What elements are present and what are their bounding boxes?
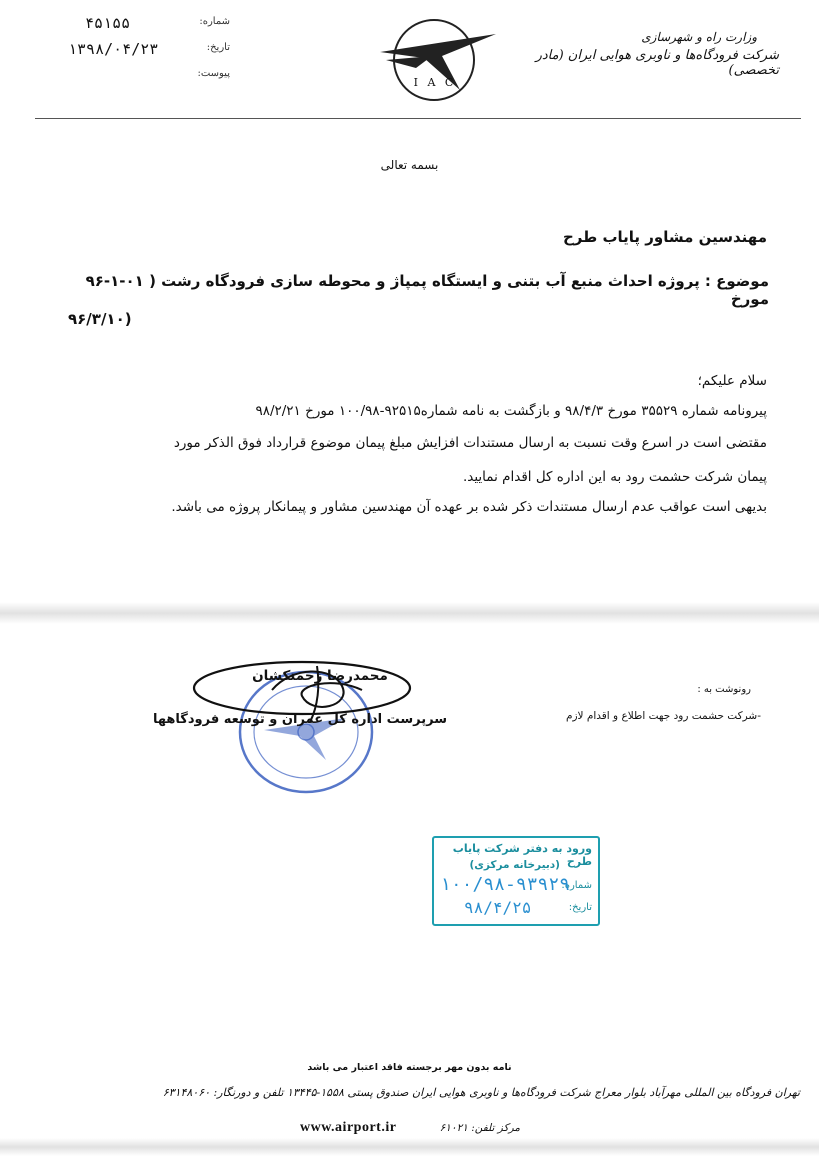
- cc-label: رونوشت به :: [697, 684, 751, 695]
- stamp-date-label: تاریخ:: [568, 902, 592, 913]
- recipient: مهندسین مشاور پایاب طرح: [562, 228, 767, 246]
- body-line-3: پیمان شرکت حشمت رود به این اداره کل اقدام نمایید.: [462, 469, 767, 485]
- number-value: ۴۵۱۵۵: [85, 14, 131, 32]
- company-name: شرکت فرودگاه‌ها و ناوبری هوایی ایران (مادر تخصصی): [535, 48, 779, 78]
- stamp-number-value: ۱۰۰/۹۸-۹۳۹۲۹: [440, 874, 571, 895]
- attachment-label: پیوست:: [197, 68, 230, 79]
- number-label: شماره:: [199, 16, 230, 27]
- footer-website: www.airport.ir: [300, 1120, 397, 1135]
- meta-attachment: [30, 66, 230, 88]
- letterhead-org: [519, 30, 779, 78]
- meta-number: [30, 14, 230, 36]
- iac-logo: [372, 12, 502, 112]
- header-divider: [35, 118, 801, 119]
- stamp-date-value: ۹۸/۴/۲۵: [464, 898, 532, 917]
- body-line-4: بدیهی است عواقب عدم ارسال مستندات ذکر شده بر عهده آن مهندسین مشاور و پیمانکار پروژه می باشد.: [171, 499, 767, 515]
- subject-line-2: ۹۶/۳/۱۰): [68, 310, 132, 328]
- ministry-name: وزارت راه و شهرسازی: [641, 30, 757, 44]
- stamp-subtitle: (دبیرخانه مرکزی): [469, 859, 560, 871]
- footer-phone-center: مرکز تلفن: ۶۱۰۲۱: [439, 1122, 520, 1134]
- scan-fold-shadow: [0, 602, 819, 624]
- body-line-2: مقتضی است در اسرع وقت نسبت به ارسال مستندات افزایش مبلغ پیمان موضوع قرارداد فوق الذکر مورد: [173, 435, 767, 451]
- meta-date: [30, 40, 230, 62]
- scan-bottom-shadow: [0, 1138, 819, 1156]
- subject-line-1: موضوع : پروژه احداث منبع آب بتنی و ایستگاه پمپاژ و محوطه سازی فرودگاه رشت ( ۰۱-۱-۹۶ مورخ: [85, 272, 769, 308]
- footer-address: تهران فرودگاه بین المللی مهرآباد بلوار معراج شرکت فرودگاه‌ها و ناوبری هوایی ایران صندوق پستی ۱۵۵۸-۱۳۴۴۵ تلفن و دورنگار: ۶۳۱۴۸۰۶۰: [162, 1086, 800, 1099]
- invocation: بسمه تعالی: [380, 158, 439, 172]
- logo-text: I A C: [413, 76, 457, 89]
- signatory-title: سرپرست اداره کل عمران و توسعه فرودگاهها: [152, 712, 448, 727]
- greeting: سلام علیکم؛: [697, 373, 767, 389]
- stamp-number-label: شماره:: [561, 880, 592, 891]
- cc-line-1: -شرکت حشمت رود جهت اطلاع و اقدام لازم: [565, 710, 761, 722]
- signatory-name: محمدرضا زحمتکشان: [252, 668, 388, 684]
- body-line-1: پیرونامه شماره ۳۵۵۲۹ مورخ ۹۸/۴/۳ و بازگشت به نامه شماره۹۲۵۱۵-۱۰۰/۹۸ مورخ ۹۸/۲/۲۱: [255, 403, 767, 419]
- date-value: ۱۳۹۸/۰۴/۲۳: [68, 40, 159, 58]
- footer-validity-note: نامه بدون مهر برجسته فاقد اعتبار می باشد: [307, 1062, 512, 1073]
- iac-emblem-icon: [372, 12, 502, 112]
- stamp-title: ورود به دفتر شرکت پایاب طرح: [452, 842, 592, 868]
- receipt-stamp: [432, 836, 600, 926]
- date-label: تاریخ:: [206, 42, 230, 53]
